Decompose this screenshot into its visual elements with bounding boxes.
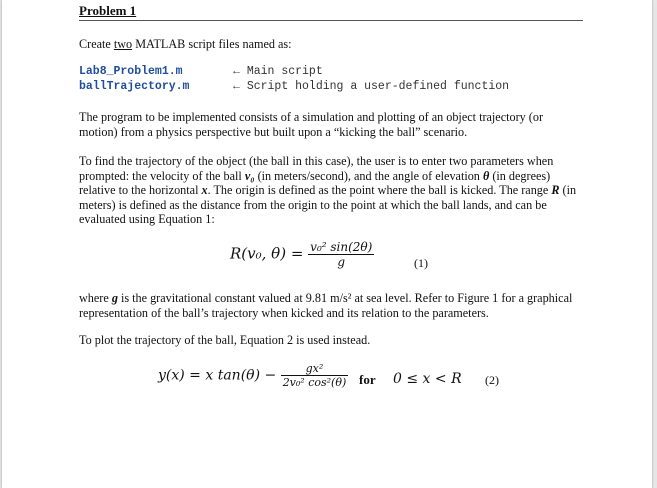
eq1-number: (1)	[414, 256, 428, 270]
intro-text-underlined: two	[113, 37, 133, 51]
eq1-lhs: R(v₀, θ) =	[230, 244, 304, 263]
p2-text-3: (in degrees) relative to the horizontal	[79, 168, 551, 198]
intro-line	[79, 37, 292, 52]
eq1-fraction	[308, 240, 374, 269]
eq2-number: (2)	[485, 373, 499, 387]
p3-text-2: is the gravitational constant valued at 9.81 m/s² at sea level. Refer to Figure 1 for a graphical representation of the ball’s trajectory when kicked and its relation to the parameters.	[79, 291, 573, 320]
paragraph-parameters	[79, 154, 584, 227]
eq2-denominator: 2v₀² cos²(θ)	[282, 376, 347, 389]
file-desc-function: ← Script holding a user-defined function	[233, 80, 510, 93]
eq2-for-label: for	[359, 372, 376, 387]
file-desc-main: ← Main script	[233, 65, 323, 78]
file-desc-function-text: Script holding a user-defined function	[246, 80, 510, 93]
heading-rule	[79, 20, 583, 21]
x-symbol: x	[201, 183, 208, 198]
g-symbol: g	[111, 291, 118, 305]
paragraph-plot: To plot the trajectory of the ball, Equation 2 is used instead.	[79, 333, 371, 347]
p2-text-4: . The origin is defined as the point where the ball is kicked. The range	[207, 183, 552, 198]
eq2-numerator: gx²	[281, 362, 349, 376]
paragraph-gravity	[79, 291, 584, 320]
file-name-main: Lab8_Problem1.m	[79, 65, 183, 78]
p3-text-1: where	[79, 291, 112, 305]
file-name-function: ballTrajectory.m	[79, 80, 190, 93]
r-symbol: R	[551, 183, 560, 198]
eq2-condition: 0 ≤ x < R	[393, 371, 462, 387]
problem-heading: Problem 1	[79, 3, 137, 18]
eq1-numerator: v₀² sin(2θ)	[310, 240, 373, 254]
p2-text-1: To find the trajectory of the object (the ball in this case), the user is to enter two parameters when prompted: the velocity of the ball	[79, 154, 554, 183]
equation-1	[230, 240, 374, 269]
intro-text-before: Create	[79, 37, 114, 51]
eq1-denominator: g	[337, 255, 346, 269]
p2-text-2: (in meters/second), and the angle of elevation	[254, 168, 483, 183]
v0-symbol: v₀	[244, 168, 255, 183]
paragraph-intro: The program to be implemented consists of a simulation and plotting of an object trajectory (or motion) from a physics perspective but built upon a “kicking the ball” scenario.	[79, 110, 544, 139]
eq2-fraction	[281, 362, 349, 389]
p2-text-5: (in meters) is defined as the distance from the origin to the point at which the ball lands, and can be evaluated using Equation 1:	[79, 183, 577, 227]
eq2-lhs: y(x) = x tan(θ) −	[158, 367, 277, 384]
file-desc-main-text: Main script	[246, 65, 323, 78]
document-page	[2, 0, 652, 488]
theta-symbol: θ	[482, 168, 490, 183]
equation-2	[158, 362, 348, 389]
intro-text-after: MATLAB script files named as:	[132, 37, 292, 51]
